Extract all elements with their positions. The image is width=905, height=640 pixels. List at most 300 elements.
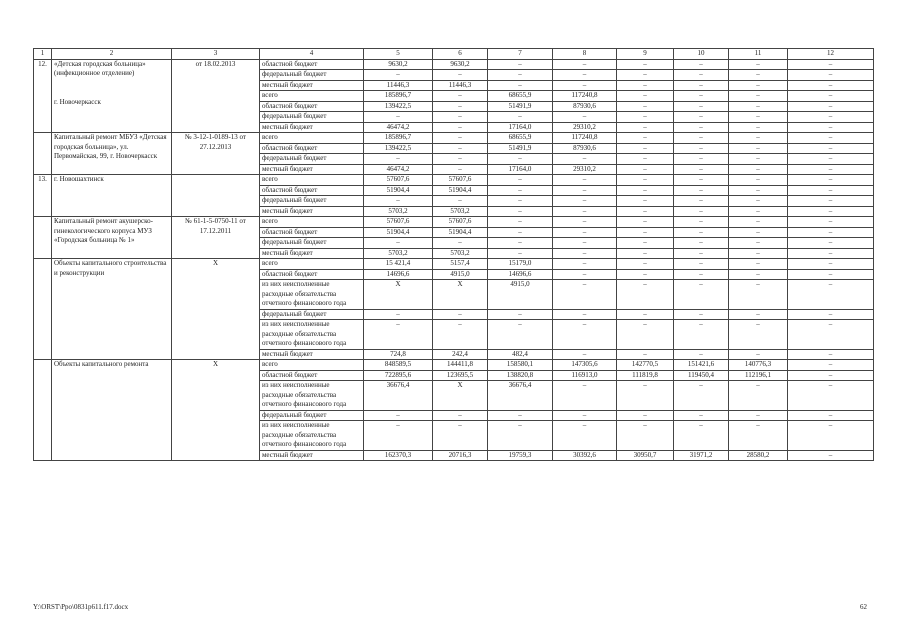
value-cell: –	[553, 175, 617, 186]
value-cell: 185896,7	[364, 133, 433, 144]
value-cell: –	[729, 154, 788, 165]
value-cell: –	[553, 196, 617, 207]
budget-type-cell: местный бюджет	[260, 248, 364, 259]
budget-type-cell: из них неисполненные расходные обязательства отчетного финансового года	[260, 421, 364, 451]
value-cell: –	[674, 349, 729, 360]
value-cell: –	[788, 122, 874, 133]
value-cell: 30950,7	[617, 450, 674, 461]
row-number-cell	[34, 217, 52, 259]
value-cell: –	[788, 101, 874, 112]
value-cell: 17164,0	[488, 122, 553, 133]
value-cell: –	[488, 80, 553, 91]
value-cell: –	[617, 248, 674, 259]
value-cell: –	[553, 410, 617, 421]
column-number-cell: 3	[172, 49, 260, 60]
value-cell: –	[364, 320, 433, 350]
value-cell: 57607,6	[433, 175, 488, 186]
value-cell: 5703,2	[364, 248, 433, 259]
table-row	[34, 360, 874, 371]
document-cell	[172, 175, 260, 217]
footer-file-path: Y:\ORST\Ppo\0831p611.f17.docx	[33, 603, 129, 611]
value-cell: –	[488, 70, 553, 81]
value-cell: –	[788, 360, 874, 371]
value-cell: –	[433, 70, 488, 81]
value-cell: –	[488, 410, 553, 421]
object-name-cell	[52, 59, 172, 133]
value-cell: –	[553, 59, 617, 70]
value-cell: –	[674, 101, 729, 112]
value-cell: –	[788, 175, 874, 186]
value-cell: –	[433, 196, 488, 207]
value-cell: –	[674, 59, 729, 70]
value-cell: –	[488, 421, 553, 451]
value-cell: –	[674, 143, 729, 154]
budget-type-cell: местный бюджет	[260, 122, 364, 133]
row-number-cell	[34, 133, 52, 175]
value-cell: –	[617, 280, 674, 310]
value-cell: –	[617, 349, 674, 360]
value-cell: –	[729, 320, 788, 350]
table-row	[34, 217, 874, 228]
value-cell: –	[788, 309, 874, 320]
value-cell: –	[674, 154, 729, 165]
value-cell: 11446,3	[433, 80, 488, 91]
value-cell: –	[553, 70, 617, 81]
object-name-cell: Капитальный ремонт МБУЗ «Детская городская больница», ул. Первомайская, 99, г. Новочеркасск	[52, 133, 172, 175]
value-cell: 158580,1	[488, 360, 553, 371]
value-cell: –	[674, 122, 729, 133]
value-cell: –	[729, 421, 788, 451]
value-cell: –	[674, 248, 729, 259]
column-number-cell: 8	[553, 49, 617, 60]
value-cell: –	[674, 175, 729, 186]
value-cell: 139422,5	[364, 143, 433, 154]
object-name-cell: Объекты капитального ремонта	[52, 360, 172, 461]
column-number-cell: 1	[34, 49, 52, 60]
document-cell: Х	[172, 259, 260, 360]
value-cell: –	[433, 320, 488, 350]
value-cell: 5703,2	[364, 206, 433, 217]
value-cell: –	[433, 154, 488, 165]
value-cell: –	[553, 421, 617, 451]
value-cell: –	[617, 410, 674, 421]
value-cell: –	[674, 133, 729, 144]
value-cell: 15 421,4	[364, 259, 433, 270]
value-cell: 9630,2	[433, 59, 488, 70]
value-cell: –	[674, 410, 729, 421]
value-cell: –	[788, 206, 874, 217]
value-cell: –	[617, 80, 674, 91]
value-cell: 46474,2	[364, 122, 433, 133]
value-cell: –	[553, 381, 617, 411]
value-cell: –	[617, 217, 674, 228]
value-cell: 4915,0	[488, 280, 553, 310]
value-cell: –	[433, 421, 488, 451]
value-cell: 4915,0	[433, 269, 488, 280]
value-cell: 5703,2	[433, 206, 488, 217]
value-cell: –	[433, 91, 488, 102]
value-cell: Х	[433, 381, 488, 411]
value-cell: –	[553, 269, 617, 280]
value-cell: 139422,5	[364, 101, 433, 112]
value-cell: 5703,2	[433, 248, 488, 259]
column-number-row	[34, 49, 874, 60]
value-cell: –	[674, 381, 729, 411]
value-cell: Х	[433, 280, 488, 310]
value-cell: –	[617, 133, 674, 144]
value-cell: –	[433, 143, 488, 154]
value-cell: –	[788, 280, 874, 310]
column-number-cell: 10	[674, 49, 729, 60]
document-cell: № 3-12-1-0189-13 от 27.12.2013	[172, 133, 260, 175]
value-cell: 9630,2	[364, 59, 433, 70]
value-cell: –	[729, 248, 788, 259]
budget-type-cell: областной бюджет	[260, 143, 364, 154]
value-cell: –	[364, 238, 433, 249]
value-cell: –	[674, 269, 729, 280]
value-cell: –	[364, 196, 433, 207]
budget-type-cell: всего	[260, 175, 364, 186]
value-cell: –	[617, 59, 674, 70]
value-cell: –	[617, 70, 674, 81]
value-cell: –	[729, 269, 788, 280]
value-cell: –	[729, 70, 788, 81]
value-cell: 87930,6	[553, 143, 617, 154]
value-cell: –	[433, 122, 488, 133]
value-cell: –	[674, 164, 729, 175]
value-cell: 144411,8	[433, 360, 488, 371]
object-name-cell: Объекты капитального строительства и реконструкции	[52, 259, 172, 360]
value-cell: –	[617, 101, 674, 112]
value-cell: –	[788, 248, 874, 259]
value-cell: –	[553, 238, 617, 249]
value-cell: –	[553, 248, 617, 259]
value-cell: –	[674, 206, 729, 217]
value-cell: –	[729, 91, 788, 102]
value-cell: –	[488, 59, 553, 70]
value-cell: –	[788, 133, 874, 144]
value-cell: 112196,1	[729, 370, 788, 381]
object-name-line: «Детская городская больница»	[54, 59, 146, 68]
value-cell: 116913,0	[553, 370, 617, 381]
value-cell: –	[729, 80, 788, 91]
value-cell: –	[788, 59, 874, 70]
value-cell: –	[674, 227, 729, 238]
value-cell: –	[729, 175, 788, 186]
value-cell: 848589,5	[364, 360, 433, 371]
value-cell: –	[488, 238, 553, 249]
value-cell: –	[788, 70, 874, 81]
value-cell: –	[729, 164, 788, 175]
value-cell: 185896,7	[364, 91, 433, 102]
budget-type-cell: областной бюджет	[260, 370, 364, 381]
value-cell: –	[553, 217, 617, 228]
value-cell: –	[364, 112, 433, 123]
value-cell: –	[617, 309, 674, 320]
value-cell: –	[674, 91, 729, 102]
value-cell: 68655,9	[488, 133, 553, 144]
value-cell: –	[729, 112, 788, 123]
column-number-cell: 6	[433, 49, 488, 60]
value-cell: –	[617, 185, 674, 196]
object-name-line: (инфекционное отделение)	[54, 69, 135, 77]
value-cell: –	[674, 112, 729, 123]
value-cell: –	[617, 381, 674, 411]
budget-type-cell: из них неисполненные расходные обязательства отчетного финансового года	[260, 320, 364, 350]
value-cell: –	[617, 227, 674, 238]
table-row	[34, 133, 874, 144]
budget-type-cell: областной бюджет	[260, 59, 364, 70]
value-cell: 30392,6	[553, 450, 617, 461]
value-cell: –	[553, 112, 617, 123]
document-cell: Х	[172, 360, 260, 461]
value-cell: –	[788, 185, 874, 196]
value-cell: –	[729, 101, 788, 112]
column-number-cell: 7	[488, 49, 553, 60]
value-cell: –	[788, 370, 874, 381]
value-cell: –	[788, 410, 874, 421]
value-cell: –	[788, 421, 874, 451]
value-cell: –	[553, 280, 617, 310]
value-cell: –	[553, 80, 617, 91]
value-cell: –	[729, 185, 788, 196]
value-cell: –	[788, 381, 874, 411]
value-cell: –	[364, 421, 433, 451]
value-cell: –	[788, 320, 874, 350]
column-number-cell: 12	[788, 49, 874, 60]
value-cell: 68655,9	[488, 91, 553, 102]
value-cell: –	[674, 217, 729, 228]
value-cell: –	[788, 238, 874, 249]
budget-type-cell: областной бюджет	[260, 269, 364, 280]
budget-type-cell: из них неисполненные расходные обязательства отчетного финансового года	[260, 280, 364, 310]
value-cell: 28580,2	[729, 450, 788, 461]
value-cell: –	[729, 227, 788, 238]
value-cell: –	[674, 320, 729, 350]
value-cell: –	[488, 112, 553, 123]
value-cell: –	[674, 280, 729, 310]
value-cell: 242,4	[433, 349, 488, 360]
value-cell: –	[729, 196, 788, 207]
value-cell: –	[553, 227, 617, 238]
value-cell: –	[617, 259, 674, 270]
value-cell: 138820,8	[488, 370, 553, 381]
value-cell: –	[788, 227, 874, 238]
object-name-line	[54, 88, 169, 98]
value-cell: –	[674, 259, 729, 270]
object-name-cell: г. Новошахтинск	[52, 175, 172, 217]
column-number-cell: 11	[729, 49, 788, 60]
budget-type-cell: областной бюджет	[260, 185, 364, 196]
value-cell: –	[729, 133, 788, 144]
value-cell: –	[674, 80, 729, 91]
value-cell: –	[364, 309, 433, 320]
value-cell: –	[674, 238, 729, 249]
value-cell: –	[553, 154, 617, 165]
column-number-cell: 5	[364, 49, 433, 60]
value-cell: –	[433, 164, 488, 175]
value-cell: 140776,3	[729, 360, 788, 371]
value-cell: –	[788, 259, 874, 270]
table-row	[34, 59, 874, 70]
value-cell: –	[488, 320, 553, 350]
document-cell: № 61-1-5-0750-11 от 17.12.2011	[172, 217, 260, 259]
value-cell: –	[617, 112, 674, 123]
value-cell: 51491,9	[488, 143, 553, 154]
value-cell: –	[729, 280, 788, 310]
row-number-cell	[34, 259, 52, 360]
value-cell: –	[674, 70, 729, 81]
value-cell: –	[788, 217, 874, 228]
value-cell: –	[553, 206, 617, 217]
value-cell: –	[674, 421, 729, 451]
row-number-cell: 13.	[34, 175, 52, 217]
budget-type-cell: федеральный бюджет	[260, 410, 364, 421]
value-cell: –	[364, 70, 433, 81]
value-cell: 724,8	[364, 349, 433, 360]
value-cell: 722895,6	[364, 370, 433, 381]
budget-type-cell: всего	[260, 133, 364, 144]
budget-type-cell: из них неисполненные расходные обязательства отчетного финансового года	[260, 381, 364, 411]
value-cell: Х	[364, 280, 433, 310]
budget-type-cell: федеральный бюджет	[260, 112, 364, 123]
value-cell: –	[788, 154, 874, 165]
value-cell: 51904,4	[433, 227, 488, 238]
value-cell: 20716,3	[433, 450, 488, 461]
value-cell: –	[488, 217, 553, 228]
budget-type-cell: всего	[260, 91, 364, 102]
value-cell: 147305,6	[553, 360, 617, 371]
value-cell: –	[729, 309, 788, 320]
value-cell: –	[617, 164, 674, 175]
budget-type-cell: всего	[260, 360, 364, 371]
budget-type-cell: всего	[260, 217, 364, 228]
value-cell: –	[433, 309, 488, 320]
budget-type-cell: федеральный бюджет	[260, 196, 364, 207]
value-cell: 31971,2	[674, 450, 729, 461]
budget-type-cell: местный бюджет	[260, 349, 364, 360]
budget-type-cell: федеральный бюджет	[260, 70, 364, 81]
value-cell: 29310,2	[553, 122, 617, 133]
value-cell: –	[433, 133, 488, 144]
value-cell: –	[674, 196, 729, 207]
value-cell: 57607,6	[364, 175, 433, 186]
column-number-cell: 2	[52, 49, 172, 60]
value-cell: –	[788, 143, 874, 154]
value-cell: –	[788, 269, 874, 280]
value-cell: –	[488, 154, 553, 165]
value-cell: 51491,9	[488, 101, 553, 112]
value-cell: –	[488, 248, 553, 259]
value-cell: –	[433, 101, 488, 112]
budget-type-cell: всего	[260, 259, 364, 270]
page-number: 62	[860, 603, 867, 611]
value-cell: 51904,4	[364, 227, 433, 238]
budget-type-cell: местный бюджет	[260, 164, 364, 175]
value-cell: –	[729, 349, 788, 360]
value-cell: –	[488, 309, 553, 320]
row-number-cell	[34, 360, 52, 461]
value-cell: –	[617, 143, 674, 154]
value-cell: 117240,8	[553, 133, 617, 144]
value-cell: –	[788, 80, 874, 91]
value-cell: –	[617, 320, 674, 350]
table-row	[34, 175, 874, 186]
table-row	[34, 259, 874, 270]
value-cell: –	[553, 259, 617, 270]
object-name-line: г. Новочеркасск	[54, 97, 101, 106]
value-cell: 111819,8	[617, 370, 674, 381]
value-cell: 162370,3	[364, 450, 433, 461]
value-cell: 142770,5	[617, 360, 674, 371]
value-cell: –	[788, 164, 874, 175]
value-cell: 57607,6	[364, 217, 433, 228]
object-name-cell: Капитальный ремонт акушерско-гинекологического корпуса МУЗ «Городская больница № 1»	[52, 217, 172, 259]
value-cell: 151421,6	[674, 360, 729, 371]
value-cell: –	[364, 410, 433, 421]
value-cell: 482,4	[488, 349, 553, 360]
document-cell: от 18.02.2013	[172, 59, 260, 133]
value-cell: –	[488, 175, 553, 186]
object-name-line	[54, 79, 169, 89]
value-cell: –	[488, 196, 553, 207]
value-cell: –	[433, 112, 488, 123]
value-cell: 123695,5	[433, 370, 488, 381]
value-cell: –	[553, 185, 617, 196]
budget-type-cell: местный бюджет	[260, 450, 364, 461]
value-cell: 36676,4	[364, 381, 433, 411]
value-cell: –	[674, 309, 729, 320]
value-cell: –	[488, 206, 553, 217]
budget-type-cell: областной бюджет	[260, 227, 364, 238]
value-cell: 14696,6	[364, 269, 433, 280]
value-cell: –	[788, 91, 874, 102]
value-cell: –	[729, 217, 788, 228]
value-cell: –	[617, 206, 674, 217]
budget-type-cell: областной бюджет	[260, 101, 364, 112]
budget-type-cell: федеральный бюджет	[260, 309, 364, 320]
value-cell: –	[788, 112, 874, 123]
value-cell: 51904,4	[364, 185, 433, 196]
value-cell: –	[617, 238, 674, 249]
value-cell: –	[788, 196, 874, 207]
value-cell: 14696,6	[488, 269, 553, 280]
value-cell: 87930,6	[553, 101, 617, 112]
column-number-cell: 4	[260, 49, 364, 60]
value-cell: –	[729, 59, 788, 70]
value-cell: –	[788, 349, 874, 360]
value-cell: –	[488, 227, 553, 238]
value-cell: 19759,3	[488, 450, 553, 461]
value-cell: –	[674, 185, 729, 196]
budget-type-cell: местный бюджет	[260, 206, 364, 217]
value-cell: –	[788, 450, 874, 461]
value-cell: –	[553, 320, 617, 350]
value-cell: 15179,0	[488, 259, 553, 270]
value-cell: –	[553, 309, 617, 320]
value-cell: –	[433, 410, 488, 421]
row-number-cell: 12.	[34, 59, 52, 133]
value-cell: 29310,2	[553, 164, 617, 175]
value-cell: –	[617, 421, 674, 451]
value-cell: –	[729, 122, 788, 133]
value-cell: –	[553, 349, 617, 360]
value-cell: 11446,3	[364, 80, 433, 91]
value-cell: –	[617, 91, 674, 102]
value-cell: –	[729, 143, 788, 154]
value-cell: –	[729, 410, 788, 421]
value-cell: 5157,4	[433, 259, 488, 270]
